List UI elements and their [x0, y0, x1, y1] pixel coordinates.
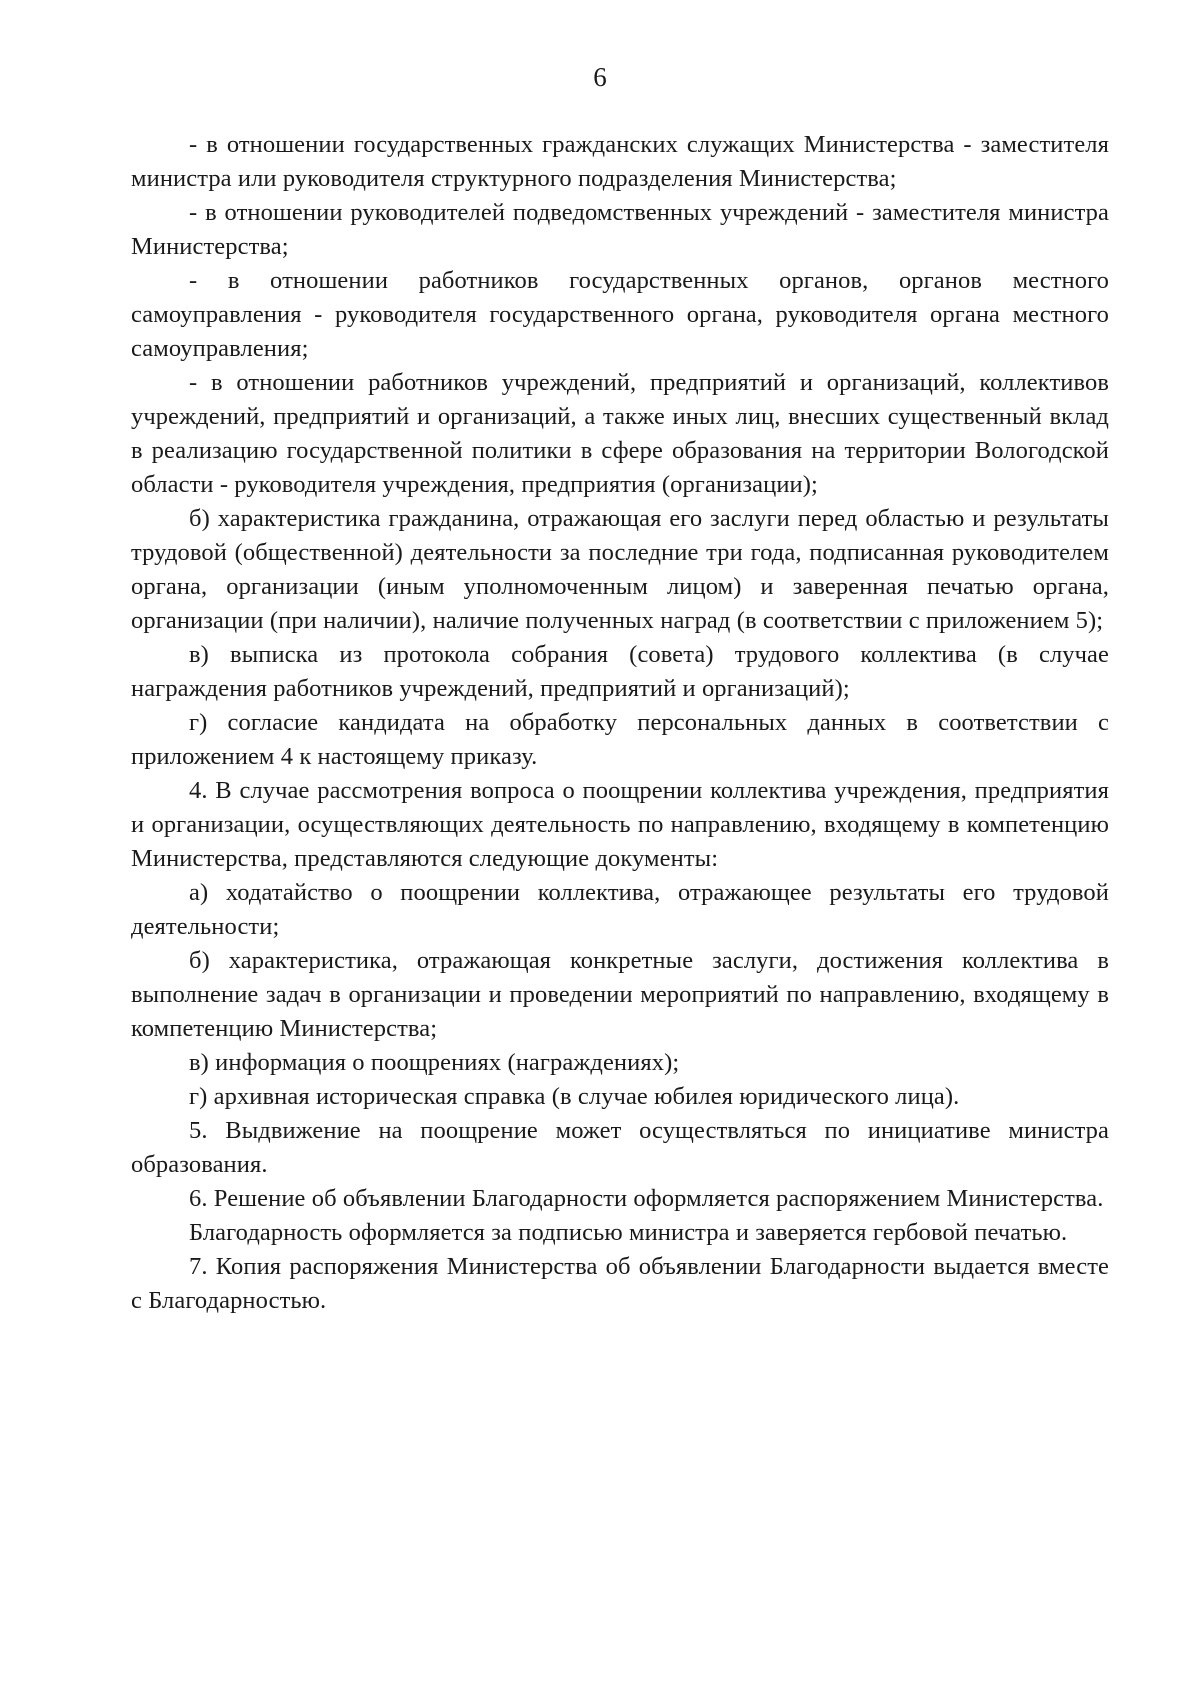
section-5-nomination: 5. Выдвижение на поощрение может осуществляться по инициативе министра образования. — [131, 1117, 1109, 1178]
section-7-copy: 7. Копия распоряжения Министерства об объявлении Благодарности выдается вместе с Благодарностью. — [131, 1253, 1109, 1314]
section-4-item-a: а) ходатайство о поощрении коллектива, отражающее результаты его трудовой деятельности; — [131, 879, 1109, 940]
document-body — [131, 128, 1109, 1318]
section-4-item-g: г) архивная историческая справка (в случае юбилея юридического лица). — [189, 1083, 960, 1110]
section-6-decision: 6. Решение об объявлении Благодарности оформляется распоряжением Министерства. — [189, 1185, 1104, 1212]
paragraph-v-protocol-extract: в) выписка из протокола собрания (совета) трудового коллектива (в случае награждения работников учреждений, предприятий и организаций); — [131, 641, 1109, 702]
section-4-collective: 4. В случае рассмотрения вопроса о поощрении коллектива учреждения, предприятия и организации, осуществляющих деятельность по направлению, входящему в компетенцию Министерства, представляются следующие документы: — [131, 777, 1109, 872]
section-6-signature: Благодарность оформляется за подписью министра и заверяется гербовой печатью. — [189, 1219, 1068, 1246]
section-4-item-b: б) характеристика, отражающая конкретные заслуги, достижения коллектива в выполнение задач в организации и проведении мероприятий по направлению, входящему в компетенцию Министерства; — [131, 947, 1109, 1042]
list-item-civil-servants: - в отношении государственных гражданских служащих Министерства - заместителя министра или руководителя структурного подразделения Министерства; — [131, 131, 1109, 192]
paragraph-g-consent: г) согласие кандидата на обработку персональных данных в соответствии с приложением 4 к настоящему приказу. — [131, 709, 1109, 770]
paragraph-b-characteristic: б) характеристика гражданина, отражающая его заслуги перед областью и результаты трудовой (общественной) деятельности за последние три года, подписанная руководителем органа, организации (иным уполномоченным лицом) и заверенная печатью органа, организации (при наличии), наличие полученных наград (в соответствии с приложением 5); — [131, 505, 1109, 634]
list-item-subordinate-heads: - в отношении руководителей подведомственных учреждений - заместителя министра Министерства; — [131, 199, 1109, 260]
list-item-organizations: - в отношении работников учреждений, предприятий и организаций, коллективов учреждений, предприятий и организаций, а также иных лиц, внесших существенный вклад в реализацию государственной политики в сфере образования на территории Вологодской области - руководителя учреждения, предприятия (организации); — [131, 369, 1109, 498]
section-4-item-v: в) информация о поощрениях (награждениях); — [189, 1049, 680, 1076]
page-number: 6 — [593, 62, 607, 92]
list-item-state-bodies: - в отношении работников государственных органов, органов местного самоуправления - руководителя государственного органа, руководителя органа местного самоуправления; — [131, 267, 1109, 362]
